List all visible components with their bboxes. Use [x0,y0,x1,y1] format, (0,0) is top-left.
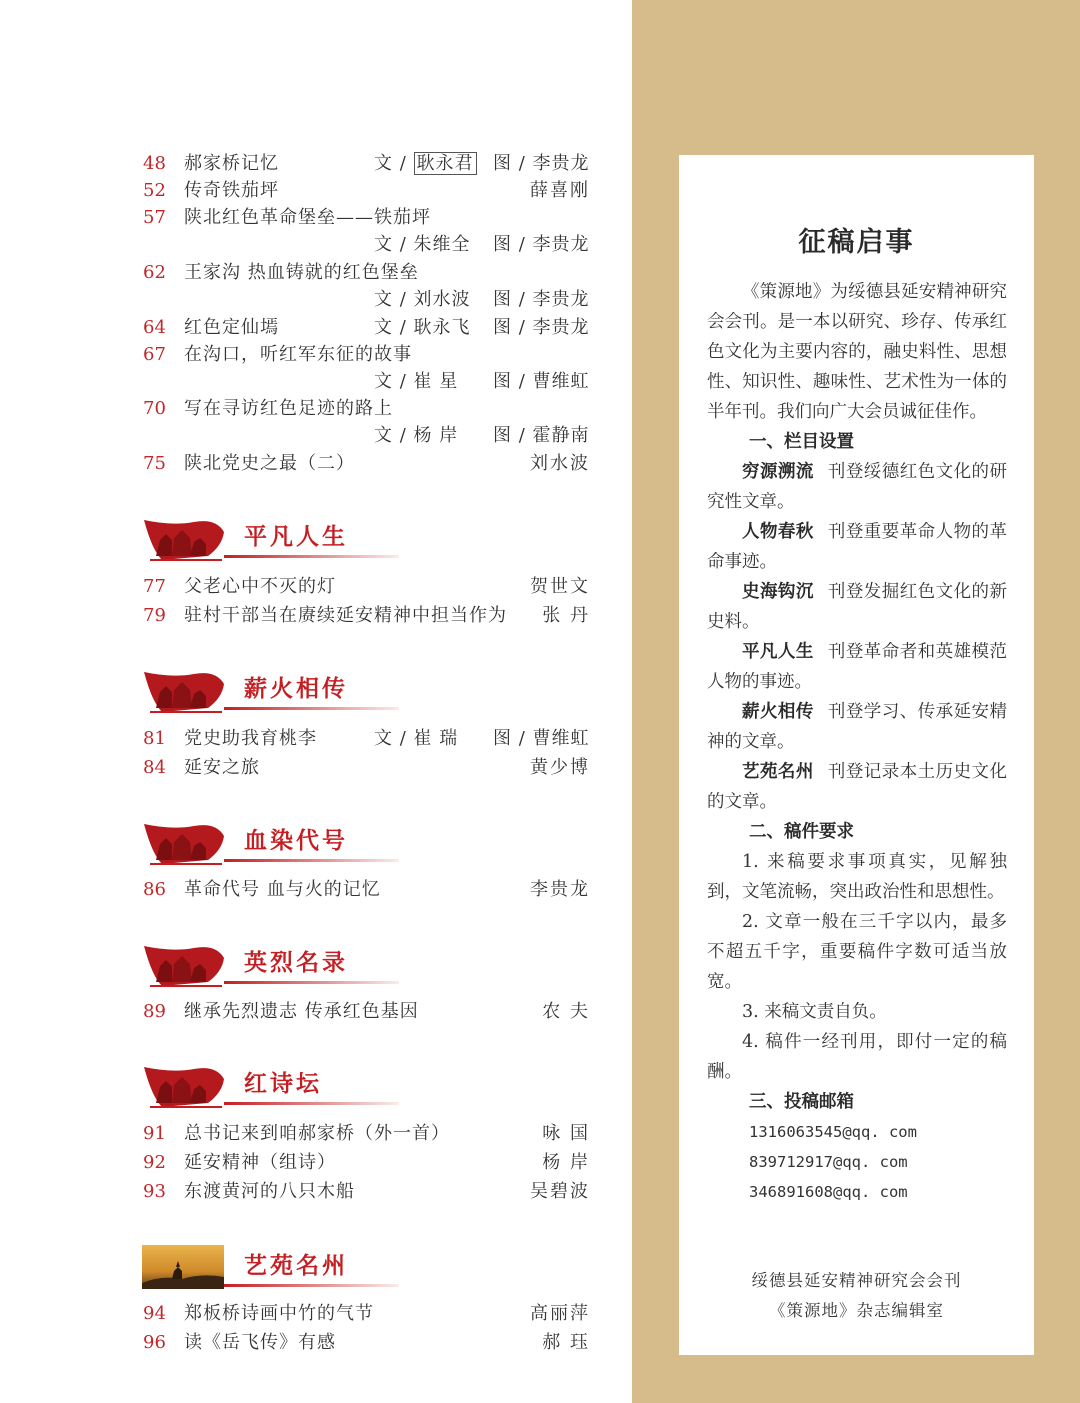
notice-body [707,277,1007,1207]
article-title: 王家沟 热血铸就的红色堡垒 [184,262,419,283]
notice-heading-requirements: 二、稿件要求 [749,822,854,842]
page-number: 70 [143,398,166,419]
author: 黄少博 [530,757,590,778]
toc-credit-row [0,287,600,313]
page-number: 75 [143,453,166,474]
page-number: 86 [143,879,166,900]
publisher-line: 绥德县延安精神研究会会刊 [751,1271,962,1290]
column-entry [707,517,1007,577]
email-address[interactable]: 1316063545@qq. com [749,1123,917,1141]
toc-row[interactable] [0,260,600,286]
author: 吴碧波 [530,1181,590,1202]
email-address[interactable]: 839712917@qq. com [749,1153,908,1171]
section-header-yiyuan [142,1245,402,1291]
article-title: 传奇铁茄坪 [184,180,279,201]
page-number: 57 [143,207,166,228]
writer-credit: 文 / 崔 星 [374,371,459,392]
page-number: 81 [143,728,166,749]
red-flag-icon [142,516,226,562]
article-title: 总书记来到咱郝家桥（外一首） [184,1123,450,1144]
page-number: 62 [143,262,166,283]
toc-row[interactable] [0,1121,600,1147]
writer-credit: 文 / 刘水波 [374,289,471,310]
toc-row[interactable] [0,342,600,368]
column-name: 艺苑名州 [742,762,814,782]
writer-prefix: 文 / [374,153,414,174]
article-title: 东渡黄河的八只木船 [184,1181,355,1202]
red-flag-icon [142,942,226,988]
column-name: 史海钩沉 [742,582,814,602]
page-number: 67 [143,344,166,365]
article-title: 在沟口，听红军东征的故事 [184,344,412,365]
article-title: 读《岳飞传》有感 [184,1332,336,1353]
notice-heading-email: 三、投稿邮箱 [749,1092,854,1112]
article-title: 父老心中不灭的灯 [184,576,336,597]
author: 薛喜刚 [530,180,590,201]
toc-row[interactable] [0,396,600,422]
article-title: 陕北红色革命堡垒——铁茄坪 [184,207,431,228]
page-number: 64 [143,317,166,338]
red-flag-icon [142,820,226,866]
notice-heading-columns: 一、栏目设置 [749,432,854,452]
notice-title: 征稿启事 [798,227,915,258]
column-entry [707,757,1007,817]
photo-credit: 图 / 霍静南 [493,425,590,446]
article-title: 党史助我育桃李 [184,728,317,749]
column-desc: 刊登革命者和英雄模范人物的事迹。 [707,642,1008,692]
page-number: 96 [143,1332,166,1353]
page-number: 94 [143,1303,166,1324]
photo-credit: 图 / 李贵龙 [493,317,590,338]
toc-row[interactable] [0,877,600,903]
author: 李贵龙 [530,879,590,900]
toc-row[interactable] [0,755,600,781]
column-entry [707,577,1007,637]
photo-credit: 图 / 曹维虹 [493,728,590,749]
column-entry [707,457,1007,517]
column-name: 平凡人生 [742,642,814,662]
page-number: 77 [143,576,166,597]
red-flag-icon [142,668,226,714]
writer-credit: 文 / 朱维全 [374,234,471,255]
toc-row[interactable] [0,178,600,204]
page-number: 52 [143,180,166,201]
section-header-yinglie [142,942,402,988]
author: 农 夫 [542,1001,590,1022]
author: 高丽萍 [530,1303,590,1324]
toc-row[interactable] [0,603,600,629]
toc-row[interactable] [0,1179,600,1205]
section-underline [224,859,399,862]
toc-row[interactable] [0,315,600,341]
writer-name-boxed: 耿永君 [414,152,477,175]
section-underline [224,707,399,710]
section-header-pingfan [142,516,402,562]
section-title: 英烈名录 [244,949,348,976]
page-number: 91 [143,1123,166,1144]
section-header-xinhuo [142,668,402,714]
photo-credit: 图 / 曹维虹 [493,371,590,392]
author: 郝 珏 [542,1332,590,1353]
photo-credit: 图 / 李贵龙 [493,153,590,174]
article-title: 郑板桥诗画中竹的气节 [184,1303,374,1324]
red-flag-icon [142,1063,226,1109]
section-underline [224,1102,399,1105]
landscape-photo [142,1245,224,1289]
column-name: 人物春秋 [742,522,814,542]
page-number: 84 [143,757,166,778]
toc-credit-row [0,423,600,449]
author: 贺世文 [530,576,590,597]
toc-row[interactable] [0,1301,600,1327]
section-title: 艺苑名州 [244,1252,348,1279]
editorial-office-line: 《策源地》杂志编辑室 [769,1301,944,1320]
author: 刘水波 [530,453,590,474]
submission-notice-panel [679,155,1034,1355]
toc-credit-row [0,232,600,258]
article-title: 驻村干部当在赓续延安精神中担当作为 [184,605,507,626]
writer-credit: 文 / 崔 瑞 [374,728,459,749]
column-desc: 刊登绥德红色文化的研究性文章。 [707,462,1008,512]
article-title: 郝家桥记忆 [184,153,279,174]
section-title: 红诗坛 [244,1070,322,1097]
section-title: 平凡人生 [244,523,348,550]
author: 杨 岸 [542,1152,590,1173]
writer-credit: 文 / 杨 岸 [374,425,459,446]
column-entry [707,697,1007,757]
toc-credit-row [0,369,600,395]
requirement-item: 2. 文章一般在三千字以内，最多不超五千字，重要稿件字数可适当放宽。 [707,912,1007,992]
requirement-item: 1. 来稿要求事项真实，见解独到，文笔流畅，突出政治性和思想性。 [707,852,1007,902]
email-address[interactable]: 346891608@qq. com [749,1183,908,1201]
page-number: 48 [143,153,166,174]
toc-row[interactable] [0,726,600,752]
section-header-xueran [142,820,402,866]
requirement-item: 4. 稿件一经刊用，即付一定的稿酬。 [707,1032,1007,1082]
column-desc: 刊登重要革命人物的革命事迹。 [707,522,1008,572]
page-number: 89 [143,1001,166,1022]
section-title: 血染代号 [244,827,348,854]
article-title: 陕北党史之最（二） [184,453,355,474]
notice-intro: 《策源地》为绥德县延安精神研究会会刊。是一本以研究、珍存、传承红色文化为主要内容的，融史料性、思想性、知识性、趣味性、艺术性为一体的半年刊。我们向广大会员诚征佳作。 [707,282,1007,422]
article-title: 写在寻访红色足迹的路上 [184,398,393,419]
column-entry [707,637,1007,697]
toc-row[interactable] [0,574,600,600]
toc-row[interactable] [0,451,600,477]
section-underline [224,1284,399,1287]
toc-row[interactable] [0,205,600,231]
writer-credit: 文 / 耿永飞 [374,317,471,338]
column-desc: 刊登学习、传承延安精神的文章。 [707,702,1008,752]
toc-row[interactable] [0,1150,600,1176]
author: 咏 国 [542,1123,590,1144]
column-name: 穷源溯流 [742,462,814,482]
toc-row[interactable] [0,999,600,1025]
pagoda-silhouette-icon [142,1245,224,1289]
page-number: 92 [143,1152,166,1173]
toc-row[interactable] [0,1330,600,1356]
section-underline [224,555,399,558]
page-number: 79 [143,605,166,626]
writer-credit [374,151,477,177]
toc-row[interactable] [0,151,600,177]
section-title: 薪火相传 [244,675,348,702]
photo-credit: 图 / 李贵龙 [493,234,590,255]
photo-credit: 图 / 李贵龙 [493,289,590,310]
page-number: 93 [143,1181,166,1202]
article-title: 延安之旅 [184,757,260,778]
section-header-hongshitan [142,1063,402,1109]
requirement-item: 3. 来稿文责自负。 [742,1002,887,1022]
section-underline [224,981,399,984]
author: 张 丹 [542,605,590,626]
column-desc: 刊登记录本土历史文化的文章。 [707,762,1008,812]
article-title: 延安精神（组诗） [184,1152,336,1173]
column-name: 薪火相传 [742,702,814,722]
article-title: 革命代号 血与火的记忆 [184,879,381,900]
article-title: 红色定仙墕 [184,317,279,338]
column-desc: 刊登发掘红色文化的新史料。 [707,582,1008,632]
article-title: 继承先烈遗志 传承红色基因 [184,1001,419,1022]
